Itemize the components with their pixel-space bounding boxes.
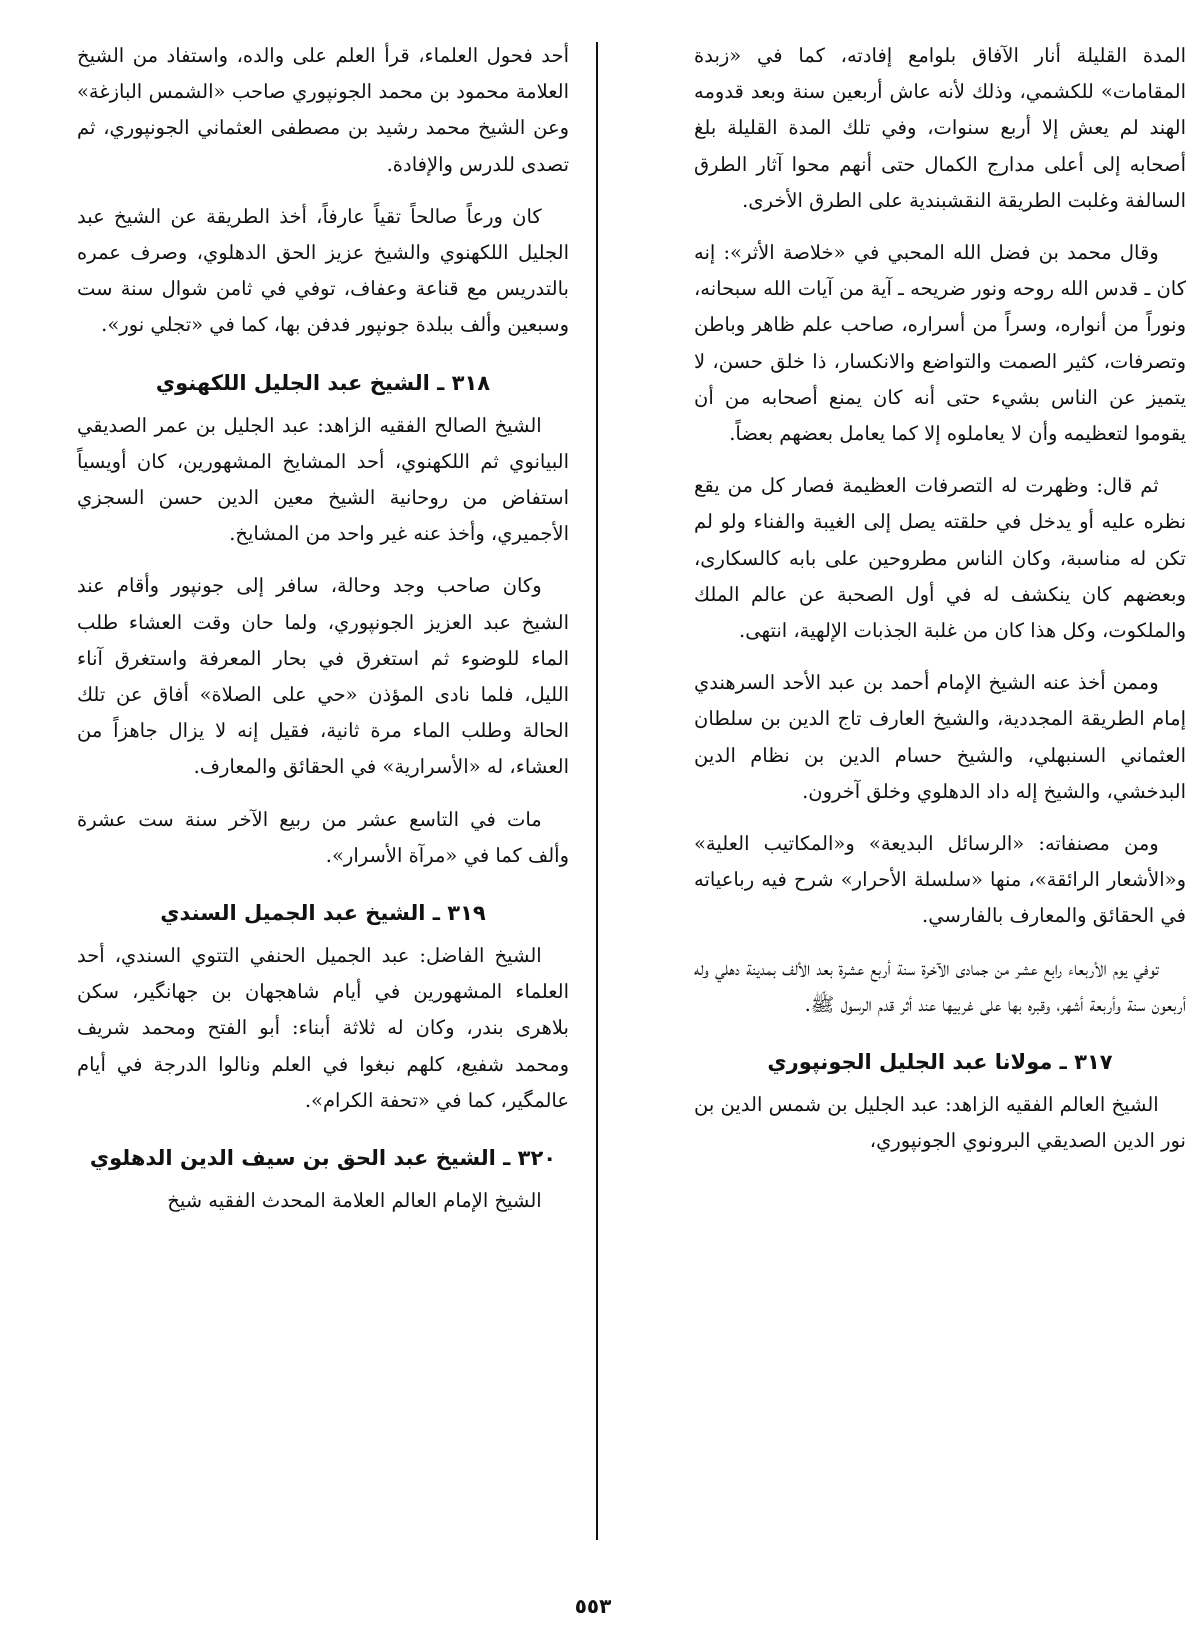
page-number: ٥٥٣ <box>574 1594 612 1618</box>
paragraph: الشيخ الإمام العالم العلامة المحدث الفقيه شيخ <box>167 1189 542 1213</box>
paragraph: مات في التاسع عشر من ربيع الآخر سنة ست عشرة وألف كما في «مرآة الأسرار». <box>77 807 569 867</box>
paragraph: ثم قال: وظهرت له التصرفات العظيمة فصار كل من يقع نظره عليه أو يدخل في حلقته يصل إلى الغيبة والفناء ولو لم تكن له مناسبة، وكان الناس مطروحين على بابه كالسكارى، وبعضهم كان ينكشف له في أول الصحبة عن عالم الملك والملكوت، وكل هذا كان من غلبة الجذبات الإلهية، انتهى. <box>694 474 1186 643</box>
entry-heading-318: ٣١٨ ـ الشيخ عبد الجليل اللكهنوي <box>155 370 491 395</box>
entry-heading-320: ٣٢٠ ـ الشيخ عبد الحق بن سيف الدين الدهلوي <box>89 1146 557 1171</box>
paragraph: وكان صاحب وجد وحالة، سافر إلى جونپور وأقام عند الشيخ عبد العزيز الجونپوري، ولما حان وقت العشاء طلب الماء للوضوء ثم استغرق في بحار المعرفة واستغرق آناء الليل، فلما نادى المؤذن «حي على الصلاة» أفاق عن تلك الحالة وطلب الماء مرة ثانية، فقيل إنه لا يزال جاهزاً من العشاء، له «الأسرارية» في الحقائق والمعارف. <box>77 574 569 779</box>
paragraph: ومن مصنفاته: «الرسائل البديعة» و«المكاتيب العلية» و«الأشعار الرائقة»، منها «سلسلة الأحرار» شرح فيه رباعياته في الحقائق والمعارف بالفارسي. <box>694 832 1186 928</box>
paragraph: كان ورعاً صالحاً تقياً عارفاً، أخذ الطريقة عن الشيخ عبد الجليل اللكهنوي والشيخ عزيز الحق الدهلوي، وصرف عمره بالتدريس مع قناعة وعفاف، توفي في ثامن شوال سنة ست وسبعين وألف ببلدة جونپور فدفن بها، كما في «تجلي نور». <box>77 204 569 337</box>
column-divider <box>596 42 598 1540</box>
paragraph: وممن أخذ عنه الشيخ الإمام أحمد بن عبد الأحد السرهندي إمام الطريقة المجددية، والشيخ العارف تاج الدين بن سلطان العثماني السنبهلي، والشيخ حسام الدين بن نظام الدين البدخشي، والشيخ إله داد الدهلوي وخلق آخرون. <box>694 671 1186 803</box>
paragraph: الشيخ الصالح الفقيه الزاهد: عبد الجليل بن عمر الصديقي البيانوي ثم اللكهنوي، أحد المشايخ المشهورين، كان أويسياً استفاض من روحانية الشيخ معين الدين حسن السجزي الأجميري، وأخذ عنه غير واحد من المشايخ. <box>77 413 569 546</box>
paragraph: توفي يوم الأربعاء رابع عشر من جمادى الآخرة سنة أربع عشرة بعد الألف بمدينة دهلي وله أربعون سنة وأربعة أشهر، وقبره بها على غربيها عند أثر قدم الرسول ﷺ. <box>694 956 1186 1016</box>
left-column <box>77 38 569 1235</box>
entry-heading-319: ٣١٩ ـ الشيخ عبد الجميل السندي <box>160 901 486 926</box>
right-column <box>694 38 1186 1175</box>
entry-heading-317: ٣١٧ ـ مولانا عبد الجليل الجونپوري <box>767 1050 1113 1075</box>
paragraph: أحد فحول العلماء، قرأ العلم على والده، واستفاد من الشيخ العلامة محمود بن محمد الجونپوري صاحب «الشمس البازغة» وعن الشيخ محمد رشيد بن مصطفى العثماني الجونپوري، ثم تصدى للدرس والإفادة. <box>77 44 569 176</box>
paragraph: الشيخ الفاضل: عبد الجميل الحنفي التتوي السندي، أحد العلماء المشهورين في أيام شاهجهان بن جهانگير، سكن بلاهرى بندر، وكان له ثلاثة أبناء: أبو الفتح ومحمد شريف ومحمد شفيع، كلهم نبغوا في العلم ونالوا الدرجة في أيام عالمگير، كما في «تحفة الكرام». <box>77 944 569 1112</box>
paragraph: الشيخ العالم الفقيه الزاهد: عبد الجليل بن شمس الدين بن نور الدين الصديقي البرونوي الجونپوري، <box>694 1093 1186 1153</box>
paragraph: وقال محمد بن فضل الله المحبي في «خلاصة الأثر»: إنه كان ـ قدس الله روحه ونور ضريحه ـ آية من آيات الله سبحانه، ونوراً من أنواره، وسراً من أسراره، صاحب علم ظاهر وباطن وتصرفات، كثير الصمت والتواضع والانكسار، ذا خلق حسن، لا يتميز عن الناس بشيء حتى أنه كان يمنع أصحابه من أن يقوموا لتعظيمه وأن لا يعاملوه إلا كما يعامل بعضهم بعضاً. <box>694 241 1186 446</box>
paragraph: المدة القليلة أنار الآفاق بلوامع إفادته، كما في «زبدة المقامات» للكشمي، وذلك لأنه عاش أربعين سنة وبعد قدومه الهند لم يعش إلا أربع سنوات، وفي تلك المدة القليلة بلغ أصحابه إلى أعلى مدارج الكمال حتى أنهم محوا آثار الطرق السالفة وغلبت الطريقة النقشبندية على الطرق الأخرى. <box>694 44 1186 212</box>
